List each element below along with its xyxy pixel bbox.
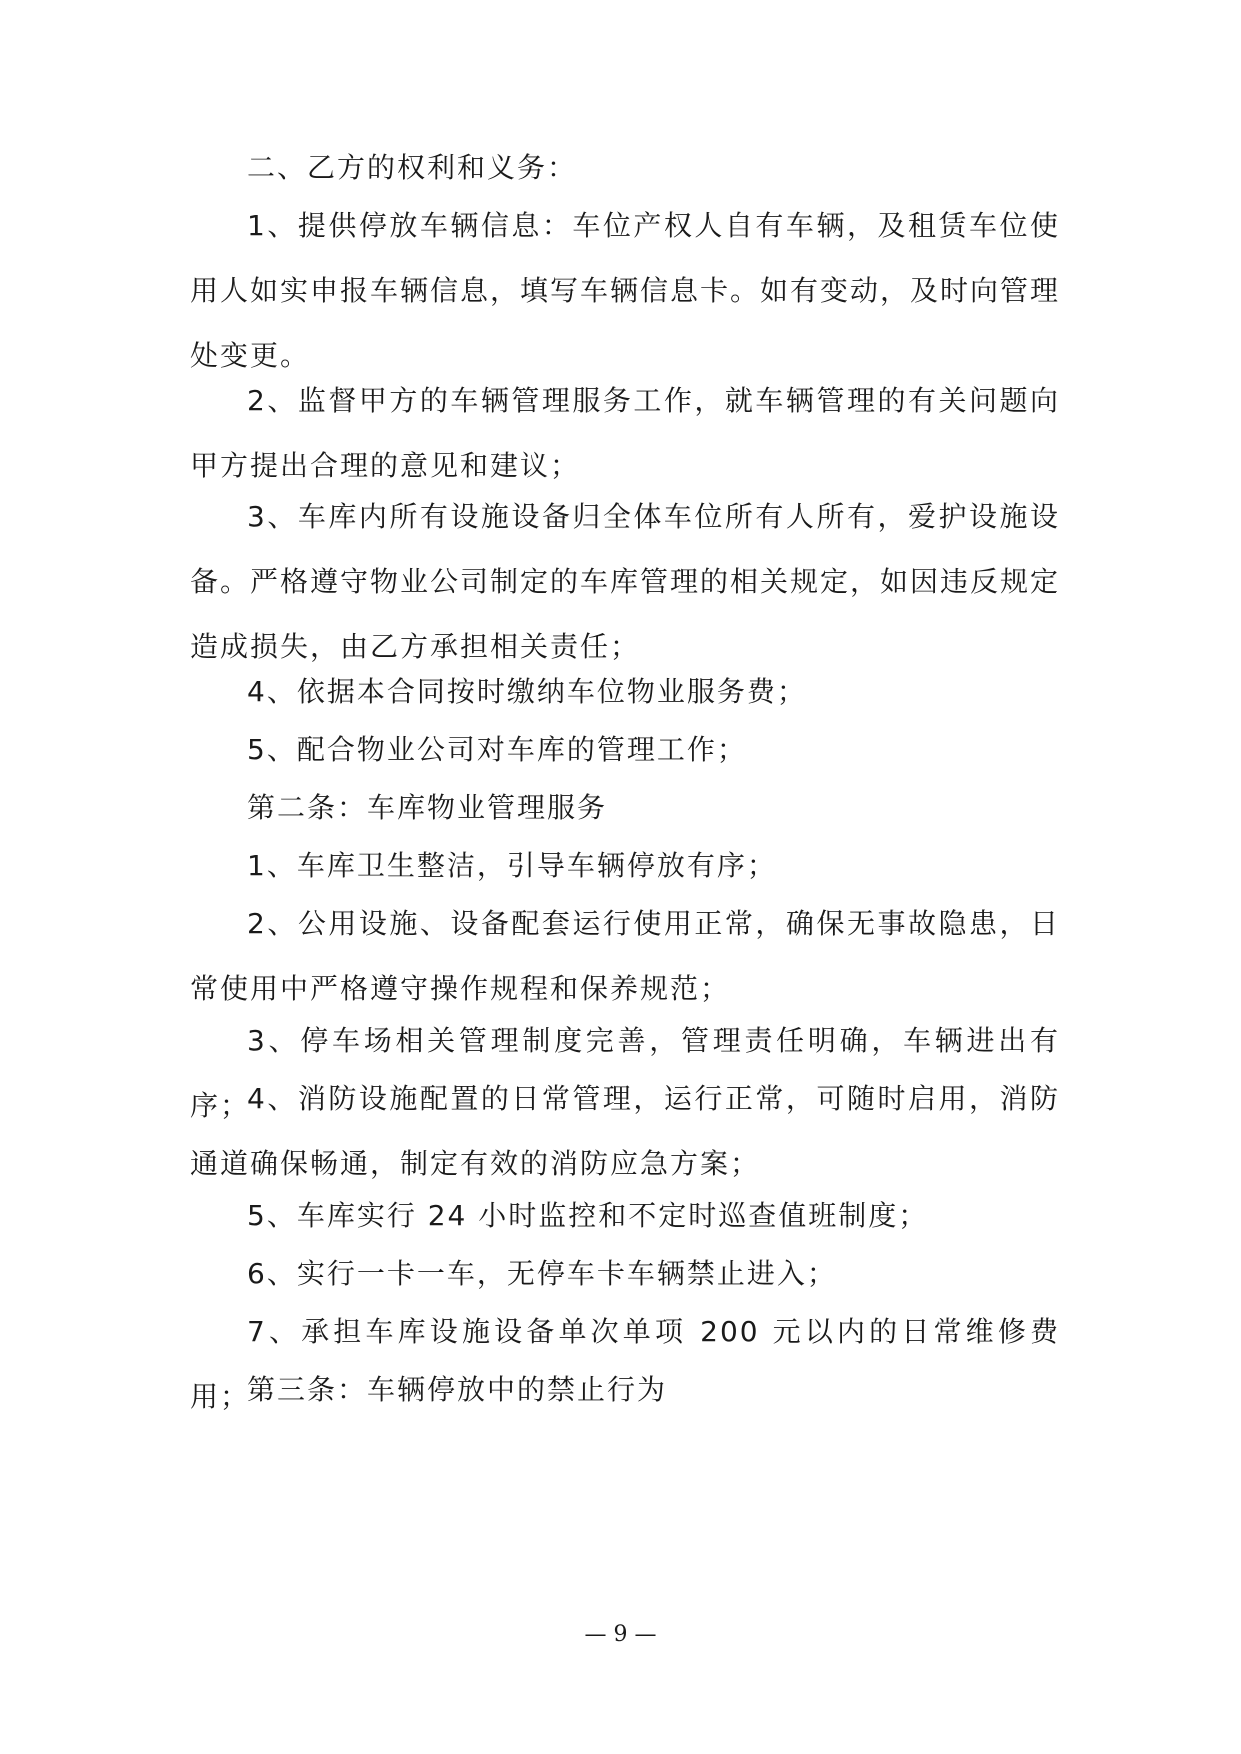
section-heading: 第二条：车库物业管理服务 [247, 791, 608, 824]
page-number: — 9 — [584, 1622, 657, 1647]
paragraph: 3、车库内所有设施设备归全体车位所有人所有，爱护设施设备。严格遵守物业公司制定的车库管理的相关规定，如因违反规定造成损失，由乙方承担相关责任； [190, 500, 1061, 663]
paragraph: 1、车库卫生整洁，引导车辆停放有序； [247, 849, 777, 882]
paragraph: 2、监督甲方的车辆管理服务工作，就车辆管理的有关问题向甲方提出合理的意见和建议； [190, 384, 1060, 482]
paragraph: 4、依据本合同按时缴纳车位物业服务费； [247, 675, 807, 708]
paragraph: 7、承担车库设施设备单次单项 200 元以内的日常维修费用； [190, 1315, 1060, 1413]
paragraph: 5、车库实行 24 小时监控和不定时巡查值班制度； [247, 1199, 929, 1232]
paragraph: 3、停车场相关管理制度完善，管理责任明确，车辆进出有序； [190, 1024, 1060, 1122]
paragraph: 1、提供停放车辆信息：车位产权人自有车辆，及租赁车位使用人如实申报车辆信息，填写车辆信息卡。如有变动，及时向管理处变更。 [190, 209, 1061, 372]
section-heading: 二、乙方的权利和义务： [247, 151, 578, 184]
paragraph: 6、实行一卡一车，无停车卡车辆禁止进入； [247, 1257, 837, 1290]
paragraph: 2、公用设施、设备配套运行使用正常，确保无事故隐患，日常使用中严格遵守操作规程和保养规范； [190, 907, 1060, 1005]
paragraph: 4、消防设施配置的日常管理，运行正常，可随时启用，消防通道确保畅通，制定有效的消防应急方案； [190, 1082, 1060, 1180]
paragraph: 5、配合物业公司对车库的管理工作； [247, 733, 747, 766]
section-heading: 第三条：车辆停放中的禁止行为 [247, 1373, 668, 1406]
